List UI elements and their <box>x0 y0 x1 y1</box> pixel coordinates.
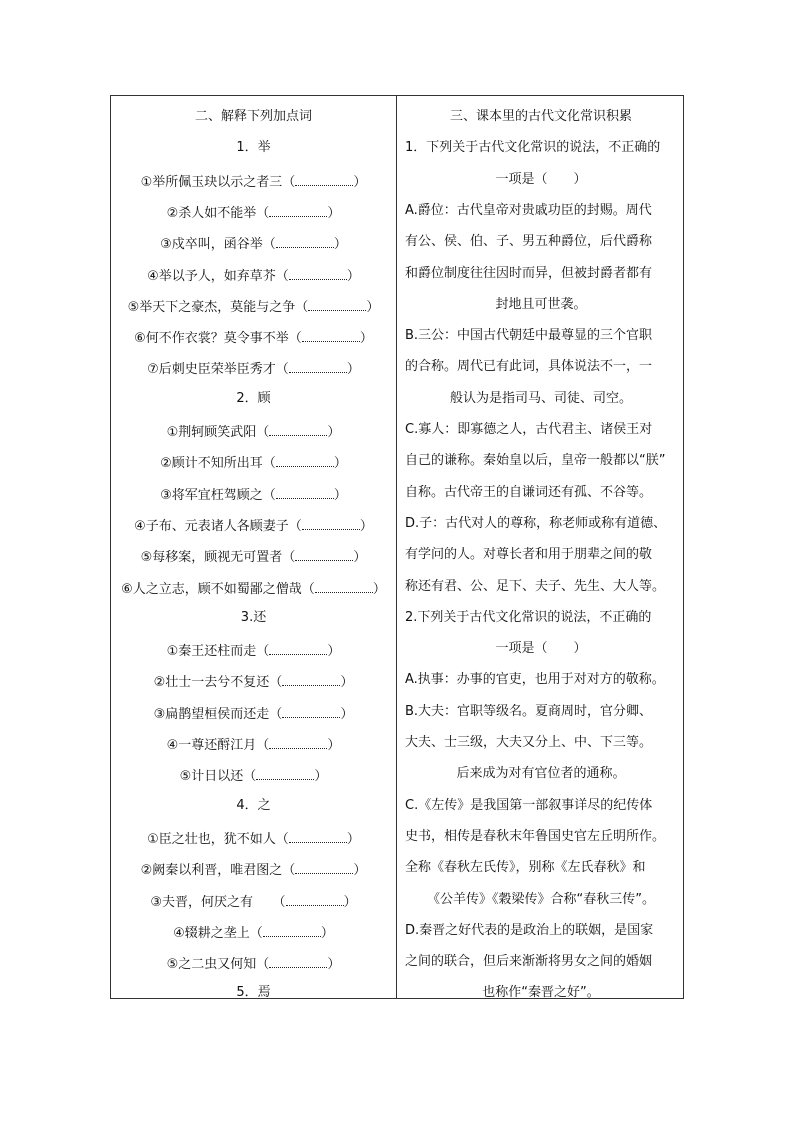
closing-paren: ） <box>346 268 360 284</box>
vocab-item-text: ①秦王还柱而走（ <box>166 644 270 660</box>
vocab-item-text: ⑥何不作衣裳？莫令事不举（ <box>134 331 302 347</box>
answer-blank[interactable] <box>295 859 353 874</box>
closing-paren: ） <box>333 456 347 472</box>
vocab-item-text: ②顾计不知所出耳（ <box>160 456 276 472</box>
section-title: 5．焉 <box>236 985 271 1001</box>
vocab-item <box>111 859 396 880</box>
vocab-item <box>111 202 396 223</box>
culture-text-line: 《公羊传》《穀梁传》合称“春秋三传”。 <box>427 891 655 907</box>
culture-text-line: 1．下列关于古代文化常识的说法，不正确的 <box>405 140 661 156</box>
vocab-item-text: ③将军宜枉驾顾之（ <box>160 487 276 503</box>
vocab-item <box>111 671 396 692</box>
vocab-item <box>111 765 396 786</box>
vocab-item <box>111 233 396 254</box>
vocab-item-text: ⑥人之立志，顾不如蜀鄙之僧哉（ <box>121 581 315 597</box>
closing-paren: ） <box>346 362 360 378</box>
culture-text-line: 也称作“秦晋之好”。 <box>482 985 600 1001</box>
vocab-item-text: ④一尊还酹江月（ <box>166 738 270 753</box>
vocab-item <box>111 296 396 317</box>
vocab-item-text: ②壮士一去兮不复还（ <box>153 675 283 691</box>
answer-blank[interactable] <box>276 484 334 499</box>
vocab-item <box>111 171 396 192</box>
closing-paren: ） <box>327 957 341 973</box>
culture-text-line: 后来成为对有官位者的通称。 <box>456 766 626 782</box>
culture-text-line: C.《左传》是我国第一部叙事详尽的纪传体 <box>405 797 653 813</box>
vocab-item <box>111 578 396 599</box>
closing-paren: ） <box>346 831 360 847</box>
answer-blank[interactable] <box>289 265 347 280</box>
culture-text-line: 全称《春秋左氏传》，别称《左氏春秋》和 <box>405 860 646 876</box>
vocab-item <box>111 546 396 567</box>
answer-blank[interactable] <box>302 327 360 342</box>
answer-blank[interactable] <box>269 734 327 749</box>
vocab-item <box>111 640 396 661</box>
vocab-item-text: ③戍卒叫，函谷举（ <box>160 237 276 253</box>
vocab-item-text: ⑤之二虫又何知（ <box>166 957 270 973</box>
culture-text-line: 的合称。周代已有此词，具体说法不一，一 <box>405 359 653 375</box>
answer-blank[interactable] <box>256 765 314 780</box>
answer-blank[interactable] <box>269 421 327 436</box>
culture-text-line: 2.下列关于古代文化常识的说法，不正确的 <box>405 609 652 625</box>
culture-text-line: 史书，相传是春秋末年鲁国史官左丘明所作。 <box>405 828 666 844</box>
vocab-item-text: ③夫晋，何厌之有 （ <box>150 894 286 910</box>
closing-paren: ） <box>366 299 380 315</box>
culture-text-line: C.寡人：即寡德之人，古代君主、诸侯王对 <box>405 422 653 437</box>
vocab-item-text: ⑤举天下之豪杰，莫能与之争（ <box>127 299 309 315</box>
vocab-item <box>111 953 396 974</box>
closing-paren: ） <box>353 550 367 566</box>
vocab-item <box>111 358 396 379</box>
answer-blank[interactable] <box>289 828 347 843</box>
culture-text-line: D.秦晋之好代表的是政治上的联姻，是国家 <box>405 922 654 938</box>
vocab-item-text: ①臣之壮也，犹不如人（ <box>147 831 289 847</box>
document-table <box>110 95 684 999</box>
vocab-item-text: ④辍耕之垄上（ <box>173 925 263 941</box>
culture-text-line: 有公、侯、伯、子、男五种爵位，后代爵称 <box>405 234 653 250</box>
culture-text-line: 封地且可世袭。 <box>495 296 587 312</box>
closing-paren: ） <box>340 706 354 722</box>
vocab-item <box>111 703 396 724</box>
vocab-item-text: ⑤计日以还（ <box>179 769 257 785</box>
closing-paren: ） <box>327 644 341 660</box>
closing-paren: ） <box>343 894 357 910</box>
answer-blank[interactable] <box>315 578 373 593</box>
right-column-header: 三、课本里的古代文化常识积累 <box>449 109 632 124</box>
vocab-item-text: ④举以予人，如弃草芥（ <box>147 268 289 284</box>
closing-paren: ） <box>327 425 341 440</box>
culture-text-line: 称还有君、公、足下、夫子、先生、大人等。 <box>405 578 666 594</box>
closing-paren: ） <box>333 237 347 253</box>
section-title: 3.还 <box>240 609 267 625</box>
vocab-item-text: ①荆轲顾笑武阳（ <box>166 425 270 440</box>
culture-text-line: 一项是（ ） <box>495 171 587 187</box>
closing-paren: ） <box>327 205 341 221</box>
vocab-item <box>111 515 396 536</box>
vocab-item <box>111 327 396 348</box>
culture-text-line: 和爵位制度往往因时而异，但被封爵者都有 <box>405 265 653 281</box>
closing-paren: ） <box>359 518 373 534</box>
culture-text-line: B.大夫：官职等级名。夏商周时，官分卿、 <box>405 703 653 719</box>
vocab-item <box>111 891 396 912</box>
vocab-item-text: ③扁鹊望桓侯而还走（ <box>153 706 283 722</box>
answer-blank[interactable] <box>263 922 321 937</box>
vocab-item-text: ④子布、元表诸人各顾妻子（ <box>134 518 302 534</box>
vocab-item <box>111 484 396 505</box>
vocab-item <box>111 828 396 849</box>
closing-paren: ） <box>372 581 386 597</box>
closing-paren: ） <box>340 675 354 691</box>
vocab-item <box>111 922 396 943</box>
answer-blank[interactable] <box>269 640 327 655</box>
closing-paren: ） <box>333 487 347 503</box>
culture-text-line: D.子：古代对人的尊称，称老师或称有道德、 <box>405 515 667 531</box>
vocab-item-text: ⑦后刺史臣荣举臣秀才（ <box>147 362 289 378</box>
answer-blank[interactable] <box>302 515 360 530</box>
vocab-item-text: ⑤每移案，顾视无可置者（ <box>140 550 296 566</box>
answer-blank[interactable] <box>286 891 344 906</box>
culture-text-line: 之间的联合，但后来渐渐将男女之间的婚姻 <box>405 954 653 970</box>
closing-paren: ） <box>359 331 373 347</box>
culture-text-line: 自称。古代帝王的自谦词还有孤、不谷等。 <box>405 484 653 500</box>
section-title: 1．举 <box>236 140 271 156</box>
answer-blank[interactable] <box>276 233 334 248</box>
culture-text-line: 有学问的人。对尊长者和用于朋辈之间的敬 <box>405 547 653 563</box>
answer-blank[interactable] <box>295 546 353 561</box>
culture-text-line: A.执事：办事的官吏，也用于对对方的敬称。 <box>405 672 665 688</box>
culture-text-line: 大夫、士三级，大夫又分上、中、下三等。 <box>405 735 653 750</box>
vocab-item-text: ①举所佩玉玦以示之者三（ <box>140 174 296 190</box>
closing-paren: ） <box>353 174 367 190</box>
answer-blank[interactable] <box>308 296 366 311</box>
closing-paren: ） <box>327 738 341 753</box>
answer-blank[interactable] <box>269 202 327 217</box>
closing-paren: ） <box>320 925 334 941</box>
culture-text-line: A.爵位：古代皇帝对贵戚功臣的封赐。周代 <box>405 202 652 218</box>
section-title: 2．顾 <box>236 390 271 406</box>
answer-blank[interactable] <box>289 358 347 373</box>
left-column-header: 二、解释下列加点词 <box>194 109 312 124</box>
culture-text-line: 自己的谦称。秦始皇以后，皇帝一般都以“朕” <box>405 453 666 469</box>
column-divider <box>396 96 397 998</box>
answer-blank[interactable] <box>282 703 340 718</box>
closing-paren: ） <box>314 769 328 785</box>
vocab-item <box>111 734 396 755</box>
answer-blank[interactable] <box>295 171 353 186</box>
culture-text-line: B.三公：中国古代朝廷中最尊显的三个官职 <box>405 328 653 344</box>
culture-text-line: 般认为是指司马、司徒、司空。 <box>449 390 632 406</box>
vocab-item <box>111 265 396 286</box>
closing-paren: ） <box>353 863 367 879</box>
culture-text-line: 一项是（ ） <box>495 641 587 657</box>
vocab-item-text: ②阙秦以利晋，唯君图之（ <box>140 863 296 879</box>
section-title: 4．之 <box>236 797 271 813</box>
answer-blank[interactable] <box>269 953 327 968</box>
vocab-item <box>111 452 396 473</box>
vocab-item <box>111 421 396 442</box>
answer-blank[interactable] <box>276 452 334 467</box>
answer-blank[interactable] <box>282 671 340 686</box>
vocab-item-text: ②杀人如不能举（ <box>166 205 270 221</box>
